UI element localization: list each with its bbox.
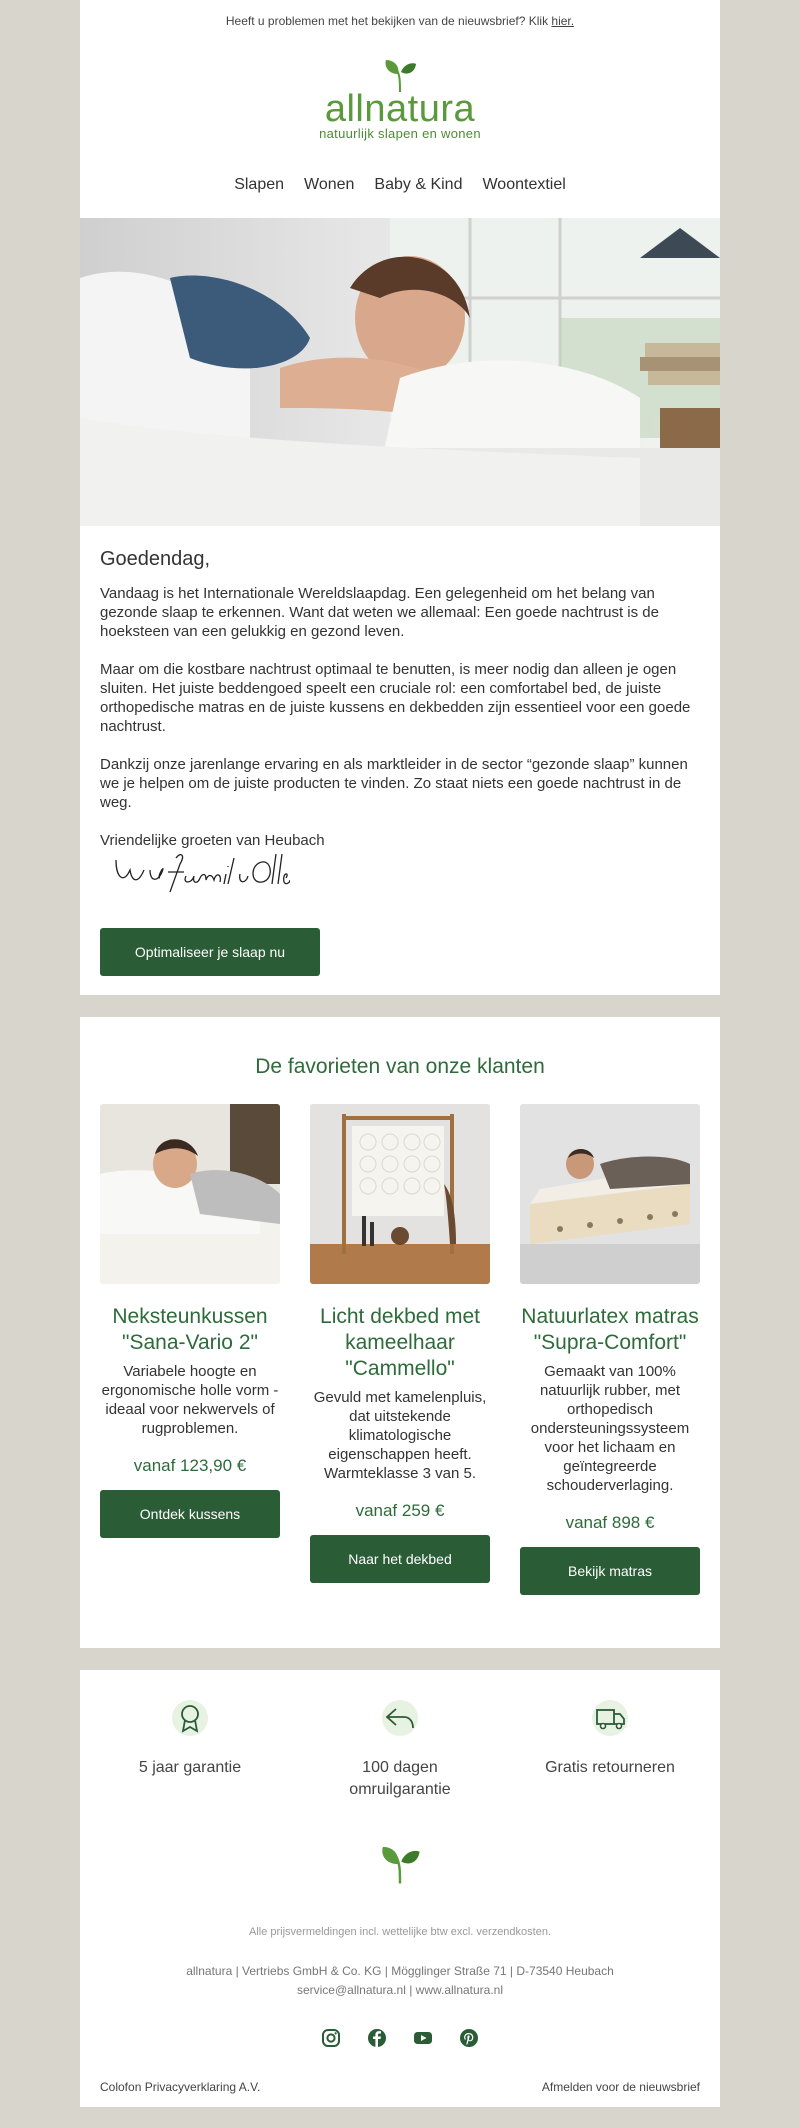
footer-card — [80, 1670, 720, 2107]
product-duvet-desc: Gevuld met kamelenpluis, dat uitstekende klimatologische eigenschappen heeft. Warmteklasse 3 van 5. — [313, 1389, 487, 1482]
product-mattress-price: vanaf 898 € — [565, 1513, 655, 1532]
logo-tagline: natuurlijk slapen en wonen — [319, 126, 481, 141]
main-nav — [80, 176, 720, 194]
product-pillow-name[interactable]: Neksteunkussen "Sana-Vario 2" — [112, 1305, 268, 1354]
product-mattress-name[interactable]: Natuurlatex matras "Supra-Comfort" — [521, 1305, 699, 1354]
intro-card — [80, 0, 720, 995]
usp-guarantee — [100, 1698, 280, 1779]
award-icon — [170, 1698, 210, 1738]
social-links — [80, 2028, 720, 2048]
favorites-title: De favorieten van onze klanten — [255, 1055, 545, 1078]
nav-item-baby-kind[interactable]: Baby & Kind — [374, 176, 463, 193]
product-mattress-image[interactable] — [520, 1104, 700, 1284]
company-address: allnatura | Vertriebs GmbH & Co. KG | Mögglinger Straße 71 | D-73540 Heubach — [186, 1964, 614, 1978]
logo-wordmark: allnatura — [324, 88, 476, 130]
regards: Vriendelijke groeten van Heubach — [100, 832, 325, 849]
usp-guarantee-text: 5 jaar garantie — [138, 1759, 242, 1776]
preheader-text: Heeft u problemen met het bekijken van de nieuwsbrief? Klik — [225, 14, 552, 28]
facebook-icon[interactable] — [367, 2028, 387, 2048]
nav-item-slapen[interactable]: Slapen — [234, 176, 285, 193]
product-pillow-image[interactable] — [100, 1104, 280, 1284]
product-pillow-price: vanaf 123,90 € — [133, 1456, 247, 1475]
usp-exchange-text: 100 dagen omruilgarantie — [349, 1759, 451, 1798]
legal-links[interactable]: Colofon Privacyverklaring A.V. — [100, 2080, 261, 2094]
logo[interactable] — [80, 58, 720, 142]
product-mattress-desc: Gemaakt van 100% natuurlijk rubber, met orthopedisch ondersteuningssysteem voor het lichaam en geïntegreerde schouderverlaging. — [530, 1363, 690, 1494]
youtube-icon[interactable] — [413, 2028, 433, 2048]
paragraph-1: Vandaag is het Internationale Wereldslaapdag. Een gelegenheid om het belang van gezonde slaap te erkennen. Want dat weten we allemaal: Een goede nachtrust is de hoeksteen van een gelukkig en gezond leven. — [100, 585, 659, 640]
contact-links[interactable]: service@allnatura.nl | www.allnatura.nl — [296, 1983, 504, 1997]
nav-item-wonen[interactable]: Wonen — [304, 176, 355, 193]
usp-exchange — [310, 1698, 490, 1801]
preheader-link[interactable]: hier. — [551, 14, 575, 28]
product-mattress — [520, 1104, 700, 1595]
product-duvet-price: vanaf 259 € — [355, 1501, 445, 1520]
favorites-card — [80, 1017, 720, 1648]
product-pillow — [100, 1104, 280, 1538]
paragraph-3: Dankzij onze jarenlange ervaring en als marktleider in de sector “gezonde slaap” kunnen we je helpen om de juiste producten te vinden. Zo staat niets een goede nachtrust in de weg. — [100, 756, 688, 811]
product-pillow-desc: Variabele hoogte en ergonomische holle vorm - ideaal voor nekwervels of rugproblemen. — [101, 1363, 279, 1437]
signature — [110, 848, 290, 898]
leaf-logo-icon — [378, 1842, 422, 1886]
usp-returns-text: Gratis retourneren — [545, 1759, 675, 1776]
price-disclaimer: Alle prijsvermeldingen incl. wettelijke btw excl. verzendkosten. — [248, 1926, 552, 1938]
product-duvet-name[interactable]: Licht dekbed met kameelhaar "Cammello" — [320, 1305, 480, 1380]
unsubscribe-link[interactable]: Afmelden voor de nieuwsbrief — [541, 2080, 700, 2094]
discover-pillows-button[interactable]: Ontdek kussens — [100, 1490, 280, 1538]
preheader — [80, 14, 720, 28]
pinterest-icon[interactable] — [459, 2028, 479, 2048]
paragraph-2: Maar om die kostbare nachtrust optimaal te benutten, is meer nodig dan alleen je ogen sluiten. Het juiste beddengoed speelt een cruciale rol: een comfortabel bed, de juiste orthopedische matras en de juiste kussens en dekbedden zijn essentieel voor een goede nachtrust. — [100, 661, 691, 735]
product-duvet — [310, 1104, 490, 1583]
return-arrow-icon — [380, 1698, 420, 1738]
usp-returns — [520, 1698, 700, 1779]
to-duvet-button[interactable]: Naar het dekbed — [310, 1535, 490, 1583]
view-mattress-button[interactable]: Bekijk matras — [520, 1547, 700, 1595]
truck-icon — [590, 1698, 630, 1738]
product-duvet-image[interactable] — [310, 1104, 490, 1284]
greeting: Goedendag, — [100, 548, 211, 570]
nav-item-woontextiel[interactable]: Woontextiel — [482, 176, 566, 193]
instagram-icon[interactable] — [321, 2028, 341, 2048]
optimize-sleep-button[interactable]: Optimaliseer je slaap nu — [100, 928, 320, 976]
hero-image[interactable] — [80, 218, 720, 526]
